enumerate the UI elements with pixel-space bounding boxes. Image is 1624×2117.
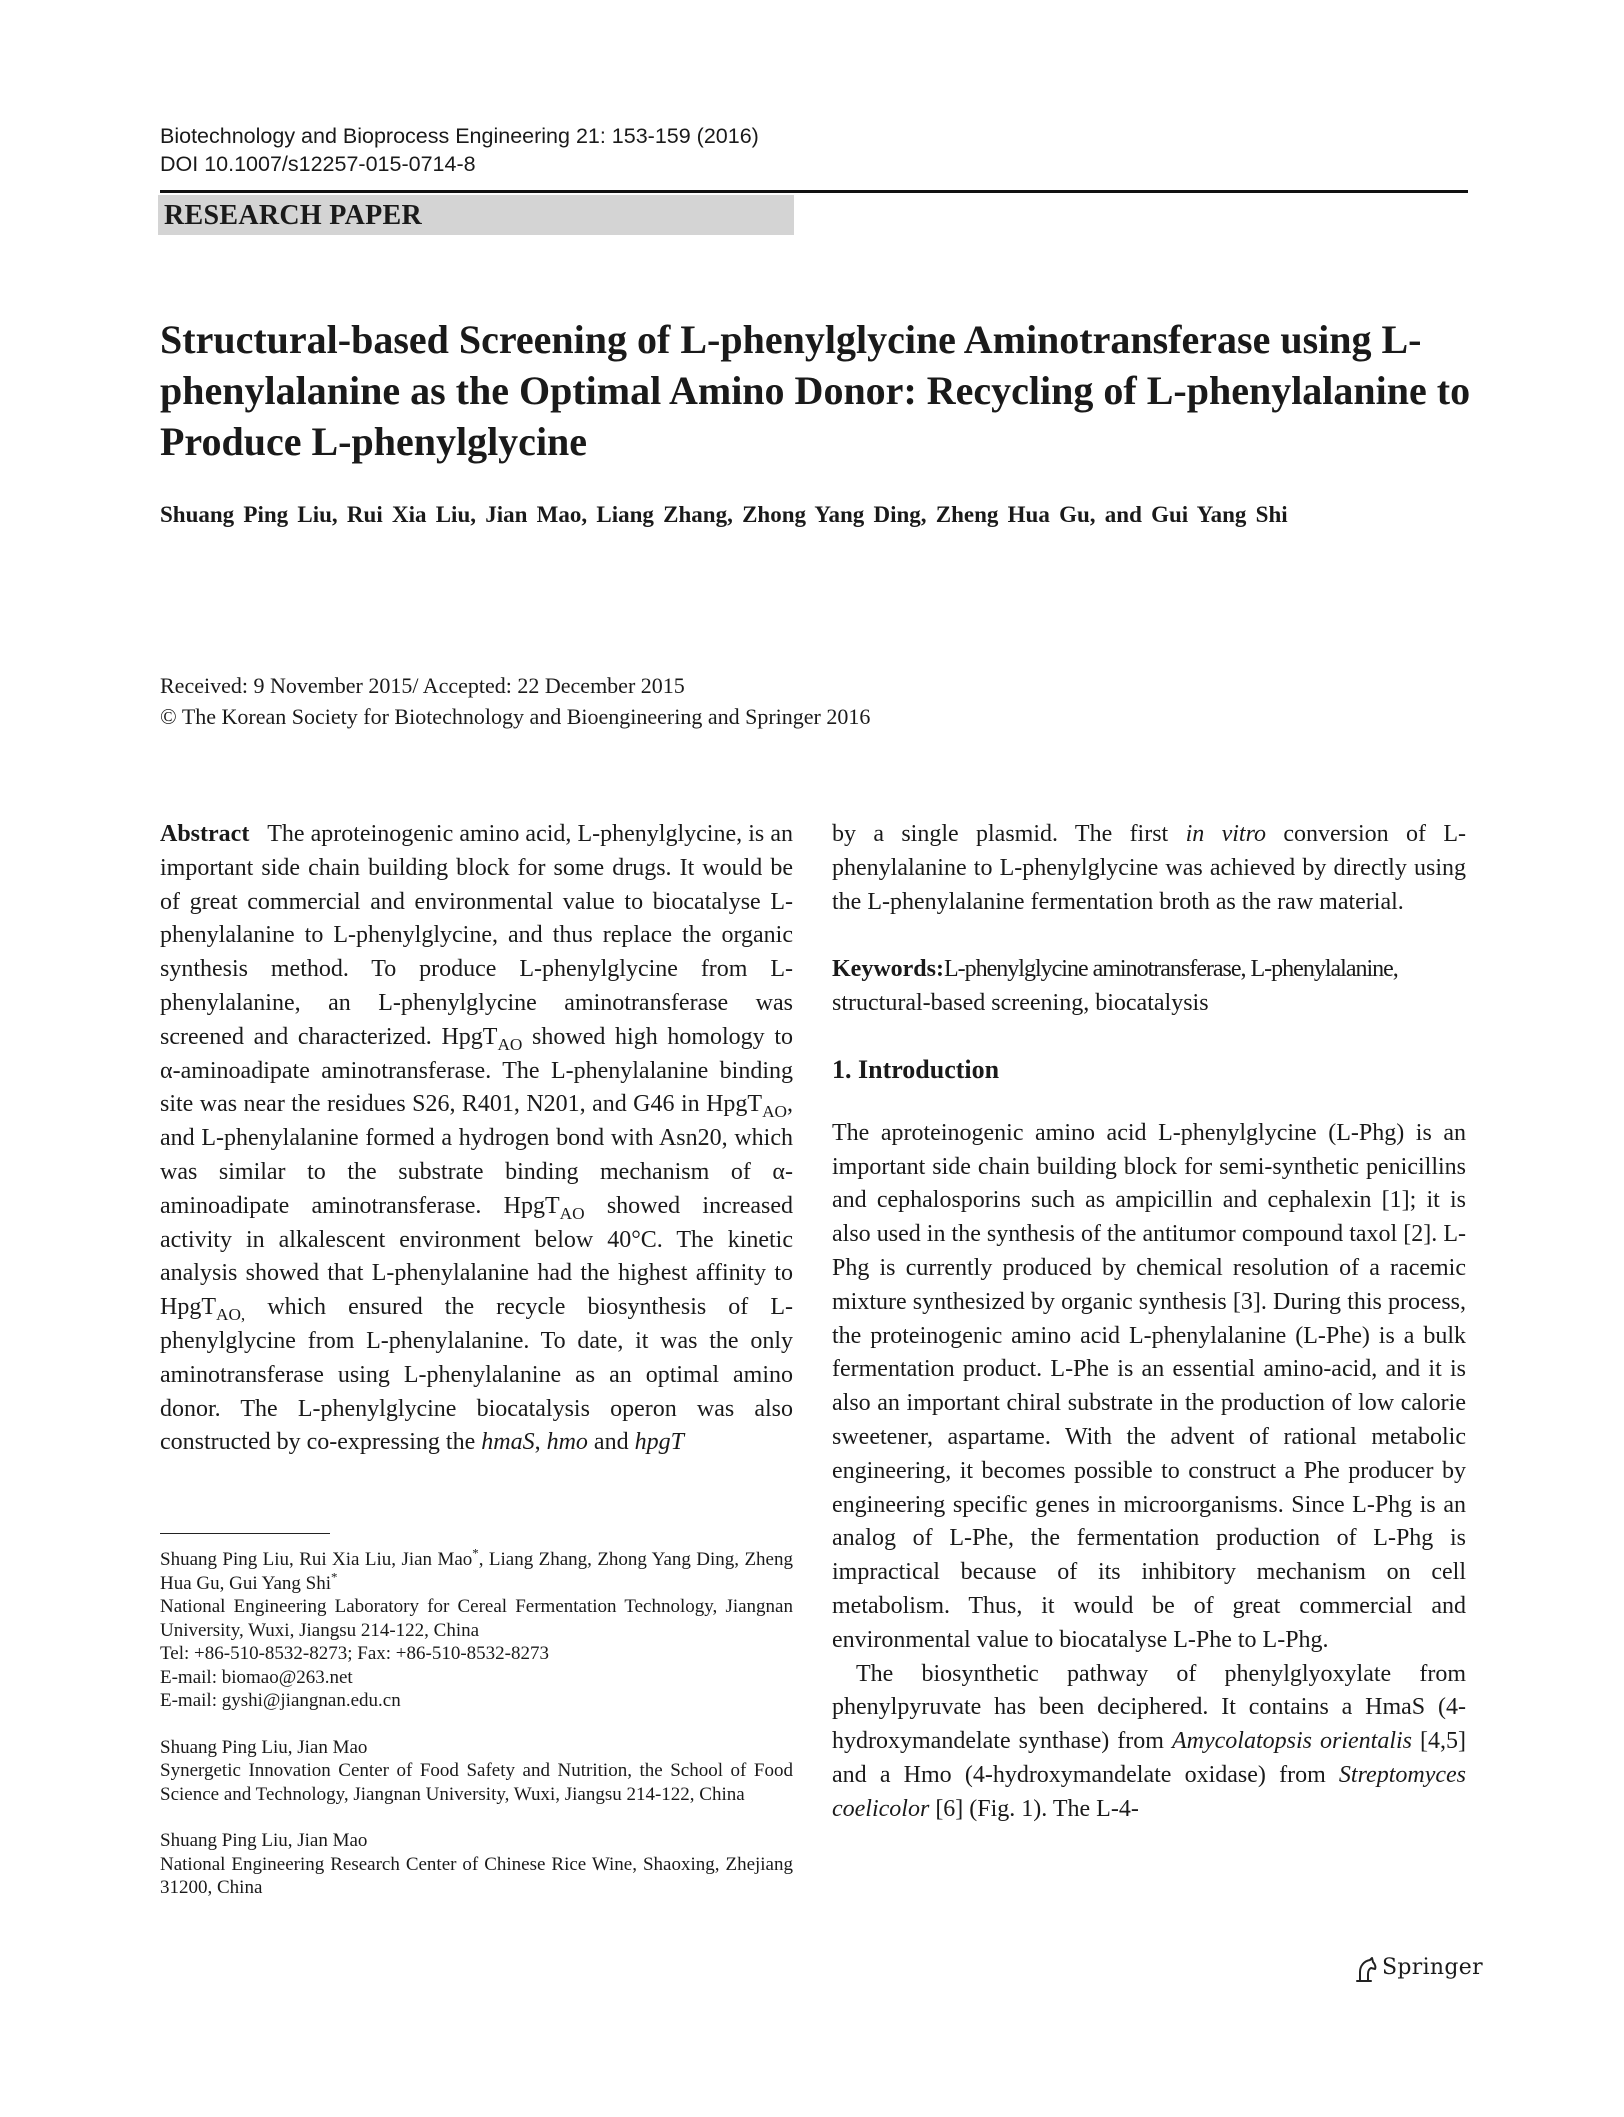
intro-paragraph-1: The aproteinogenic amino acid L-phenylglycine (L-Phg) is an important side chain building block for semi-synthetic penicillins and cephalosporins such as ampicillin and cephalexin [1]; it is also used in the synthesis of the antitumor compound taxol [2]. L-Phg is currently produced by chemical resolution of a racemic mixture synthesized by organic synthesis [3]. During this process, the proteinogenic amino acid L-phenylalanine (L-Phe) is a bulk fermentation product. L-Phe is an essential amino-acid, and it is also an important chiral substrate in the production of low calorie sweetener, aspartame. With the advent of rational metabolic engineering, it becomes possible to construct a Phe producer by engineering specific genes in microorganisms. Since L-Phg is an analog of L-Phe, the fermentation production of L-Phg is impractical because of its inhibitory mechanism on cell metabolism. Thus, it would be of great commercial and environmental value to biocatalyse L-Phe to L-Phg. xyxy=(832,1119,1466,1653)
keywords-label: Keywords: xyxy=(832,956,944,983)
publisher-name: Springer xyxy=(1382,1955,1483,1980)
left-column xyxy=(160,818,793,1460)
affiliation-3: Shuang Ping Liu, Jian Mao National Engineering Research Center of Chinese Rice Wine, Shaoxing, Zhejiang 31200, China xyxy=(160,1830,793,1898)
section-band xyxy=(158,195,794,235)
section-label: RESEARCH PAPER xyxy=(164,200,423,231)
springer-logo xyxy=(1352,1954,1483,1986)
enzyme-name: HpgT$_{AO}$ xyxy=(441,1023,523,1054)
introduction-heading: 1. Introduction xyxy=(832,1054,1000,1084)
enzyme-name: HpgT$_{AO}$ xyxy=(706,1091,787,1122)
enzyme-name: HpgT$_{AO}$ xyxy=(503,1192,585,1223)
affiliation-2: Shuang Ping Liu, Jian Mao Synergetic Innovation Center of Food Safety and Nutrition, the School of Food Science and Technology, Jiangnan University, Wuxi, Jiangsu 214-122, China xyxy=(160,1736,793,1805)
abstract: Abstract The aproteinogenic amino acid, L-phenylglycine, is an important side chain building block for some drugs. It would be of great commercial and environmental value to biocatalyse L-phenylalanine to L-phenylglycine, and thus replace the organic synthesis method. To produce L-phenylglycine from L-phenylalanine, an L-phenylglycine aminotransferase was screened and characterized. HpgT$_{AO}$ showed high homology to α-aminoadipate aminotransferase. The L-phenylalanine binding site was near the residues S26, R401, N201, and G46 in HpgT$_{AO}$, and L-phenylalanine formed a hydrogen bond with Asn20, which was similar to the substrate binding mechanism of α-aminoadipate aminotransferase. HpgT$_{AO}$ showed increased activity in alkalescent environment below 40°C. The kinetic analysis showed that L-phenylalanine had the highest affinity to HpgT$_{AO,}$ which ensured the recycle biosynthesis of L-phenylglycine from L-phenylalanine. To date, it was the only aminotransferase using L-phenylalanine as an optimal amino donor. The L-phenylglycine biocatalysis operon was also constructed by co-expressing the hmaS, hmo and hpgT xyxy=(160,821,794,1456)
intro-paragraph-2: The biosynthetic pathway of phenylglyoxylate from phenylpyruvate has been deciphered. It contains a HmaS (4-hydroxymandelate synthase) from Amycolatopsis orientalis [4,5] and a Hmo (4-hydroxymandelate oxidase) from Streptomyces coelicolor [6] (Fig. 1). The L-4- xyxy=(832,1660,1467,1822)
gene-hpgt: hpgT xyxy=(634,1429,684,1456)
journal-header xyxy=(160,122,759,178)
right-column xyxy=(832,818,1466,1827)
received-dates: Received: 9 November 2015/ Accepted: 22 December 2015 xyxy=(160,673,685,698)
email-2: E-mail: gyshi@jiangnan.edu.cn xyxy=(160,1690,401,1711)
journal-citation: Biotechnology and Bioprocess Engineering 21: 153-159 (2016) xyxy=(160,124,759,148)
affiliations xyxy=(160,1545,793,1923)
affiliation-1: Shuang Ping Liu, Rui Xia Liu, Jian Mao*, Liang Zhang, Zhong Yang Ding, Zheng Hua Gu, Gui Yang Shi* National Engineering Laboratory for Cereal Fermentation Technology, Jiangnan University, Wuxi, Jiangsu 214-122, China Tel: +86-510-8532-8273; Fax: +86-510-8532-8273 E-mail: biomao@263.net E-mail: gyshi@jiangnan.edu.cn xyxy=(160,1545,793,1711)
doi: DOI 10.1007/s12257-015-0714-8 xyxy=(160,152,476,176)
article-title: Structural-based Screening of L-phenylglycine Aminotransferase using L-phenylalanine as the Optimal Amino Donor: Recycling of L-phenylalanine to Produce L-phenylglycine xyxy=(160,317,1471,464)
email-1: E-mail: biomao@263.net xyxy=(160,1666,353,1688)
author-list: Shuang Ping Liu, Rui Xia Liu, Jian Mao, Liang Zhang, Zhong Yang Ding, Zheng Hua Gu, and Gui Yang Shi xyxy=(160,502,1288,527)
gene-hmo: hmo xyxy=(546,1429,588,1456)
gene-hmas: hmaS xyxy=(481,1429,535,1456)
footnote-rule xyxy=(160,1533,330,1534)
header-rule xyxy=(160,190,1468,193)
abstract-continued: by a single plasmid. The first in vitro conversion of L-phenylalanine to L-phenylglycine was achieved by directly using the L-phenylalanine fermentation broth as the raw material. xyxy=(832,821,1467,915)
enzyme-name: HpgT$_{AO,}$ xyxy=(160,1294,246,1324)
springer-horse-icon xyxy=(1352,1956,1380,1984)
keywords: Keywords:L-phenylglycine aminotransferase, L-phenylalanine, structural-based screening, biocatalysis xyxy=(832,956,1398,1017)
abstract-label: Abstract xyxy=(160,821,250,847)
copyright: © The Korean Society for Biotechnology and Bioengineering and Springer 2016 xyxy=(160,704,871,729)
dates-block xyxy=(160,670,870,732)
